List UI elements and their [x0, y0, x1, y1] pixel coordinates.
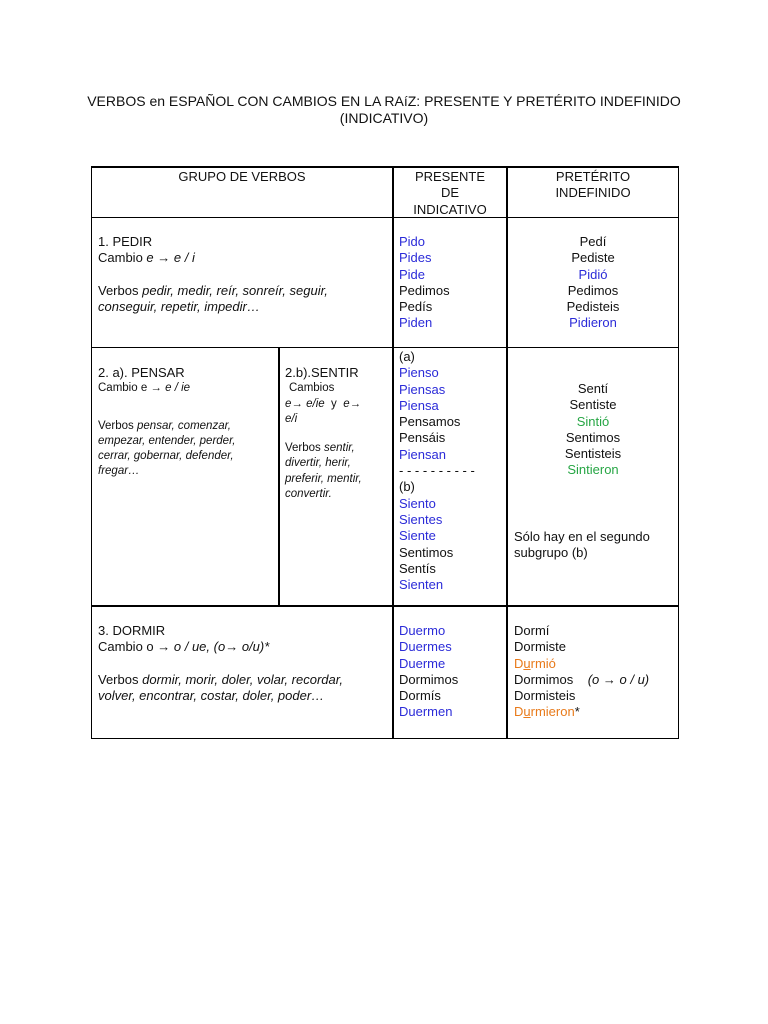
verbos-label: Verbos — [98, 671, 139, 687]
conjugation: Sentisteis — [564, 446, 622, 462]
conjugation: Pido — [399, 234, 426, 249]
row2b-verbos — [285, 441, 390, 456]
cambios-label: Cambios — [289, 382, 335, 395]
table-rule-col2 — [392, 166, 394, 739]
verbos-label: Verbos — [98, 419, 134, 432]
conjugation: Duermes — [399, 639, 452, 655]
cambio-label: Cambio — [98, 250, 143, 266]
conjunction: y — [331, 397, 337, 410]
cambio-from: e — [343, 397, 350, 410]
conjugation: Sintieron — [567, 462, 619, 478]
separator: - - - - - - - - - - — [399, 463, 475, 479]
table-rule-subgroup — [278, 347, 280, 606]
conjugation: Pienso — [399, 365, 439, 381]
row1-presente — [399, 234, 504, 332]
row1-heading: 1. PEDIR — [98, 234, 153, 249]
row3-verbos — [98, 672, 388, 688]
subgroup-label: (a) — [399, 349, 415, 364]
conjugation: Duerme — [399, 655, 446, 671]
verbos-list: cerrar, gobernar, defender, — [98, 450, 234, 463]
conjugation: Sientes — [399, 511, 443, 527]
verbos-list: convertir. — [285, 488, 332, 501]
header-preterito-line: INDEFINIDO — [555, 185, 631, 201]
conjugation: Sentís — [399, 560, 436, 576]
conjugation: Piden — [399, 315, 433, 331]
row3-heading: 3. DORMIR — [98, 623, 166, 638]
verbos-list: conseguir, repetir, impedir… — [98, 298, 260, 314]
cambio-from: e — [146, 250, 154, 266]
row2b-cambio-line1 — [285, 397, 390, 412]
verbos-list: dormir, morir, doler, volar, recordar, — [142, 671, 343, 687]
header-grupo: GRUPO DE VERBOS — [178, 169, 306, 184]
conjugation: Sentí — [577, 381, 609, 396]
conjugation: Sentimos — [565, 429, 621, 445]
conjugation: Pedimos — [567, 282, 619, 298]
conjugation: Pide — [399, 266, 426, 282]
verbos-list: volver, encontrar, costar, doler, poder… — [98, 687, 325, 703]
verbos-list: pedir, medir, reír, sonreír, seguir, — [142, 282, 328, 298]
note-line: subgrupo (b) — [514, 545, 588, 561]
conjugation: Dormimos — [399, 671, 459, 687]
table-border-left — [91, 166, 92, 739]
header-presente-line: INDICATIVO — [413, 201, 487, 217]
table-border-right — [678, 166, 679, 739]
arrow-icon: → — [291, 397, 303, 410]
arrow-icon: → — [349, 397, 362, 410]
arrow-icon: → — [602, 671, 616, 687]
conjugation — [514, 704, 676, 720]
row3-presente — [399, 623, 504, 721]
row2a-cambio — [98, 381, 276, 396]
row2a-heading: 2. a). PENSAR — [98, 365, 185, 380]
verbos-list: fregar… — [98, 465, 140, 478]
conjugation — [514, 656, 676, 672]
conjugation: Piensas — [399, 381, 446, 397]
arrow-icon: → — [225, 639, 239, 655]
conjugation: Piensa — [399, 397, 439, 413]
conjugation: Sienten — [399, 577, 444, 593]
conjugation: Dormiste — [514, 639, 567, 655]
conjugation: Siente — [399, 528, 436, 544]
conjugation: Pedís — [399, 299, 433, 315]
verbos-list: sentir, — [324, 442, 355, 455]
conjugation: Pides — [399, 250, 432, 266]
note-line: Sólo hay en el segundo — [514, 529, 650, 544]
conjugation-part: Dormimos — [514, 671, 574, 687]
conjugation-part: rmió — [530, 655, 556, 671]
table-border-top — [91, 166, 679, 168]
cambio-to: o/u)* — [238, 639, 270, 655]
conjugation-part: rmieron — [530, 704, 575, 720]
header-presente-line: DE — [440, 185, 460, 201]
verbos-label: Verbos — [285, 442, 321, 455]
conjugation: Sintió — [576, 413, 610, 429]
verbos-list: preferir, mentir, — [285, 472, 362, 485]
conjugation: Pediste — [571, 250, 615, 266]
subgroup-label: (b) — [399, 479, 415, 495]
cambio-label: Cambio e — [98, 382, 148, 395]
table-rule-header — [91, 217, 679, 218]
row1-verbos — [98, 283, 388, 299]
verbos-label: Verbos — [98, 282, 139, 298]
conjugation-part: D — [514, 704, 524, 720]
conjugation: Pidieron — [569, 315, 617, 331]
page-title: VERBOS en ESPAÑOL CON CAMBIOS EN LA RAíZ: PRESENTE Y PRETÉRITO INDEFINIDO (INDICATIVO) — [87, 93, 681, 126]
conjugation: Dormís — [399, 688, 441, 704]
conjugation: Sentiste — [569, 397, 617, 413]
row2-presente — [399, 349, 504, 593]
row2-group-b — [285, 365, 390, 502]
asterisk: * — [574, 704, 580, 720]
cambio-to: e/i — [285, 412, 298, 425]
verbos-list: pensar, comenzar, — [137, 419, 231, 432]
arrow-icon: → — [150, 382, 162, 395]
conjugation: Dormí — [514, 623, 550, 638]
header-presente — [394, 169, 506, 218]
cambio-to: o / ue, (o — [173, 639, 226, 655]
cambio-to: e / ie — [165, 382, 191, 395]
cambio-label: Cambio o — [98, 639, 154, 655]
row2-group-a — [98, 365, 276, 480]
conjugation: Pidió — [578, 266, 608, 282]
cambio-to: e / i — [173, 250, 195, 266]
arrow-icon: → — [157, 250, 171, 266]
conjugation: Pedimos — [399, 282, 450, 298]
verbos-list: empezar, entender, perder, — [98, 434, 236, 447]
row1-cambio — [98, 250, 388, 266]
row2-note — [514, 529, 676, 562]
conjugation: Pedisteis — [566, 299, 620, 315]
row2-preterito — [508, 381, 678, 479]
row1-group — [98, 234, 388, 315]
row2b-heading: 2.b).SENTIR — [285, 365, 359, 380]
verbos-list: divertir, herir, — [285, 457, 351, 470]
row3-group — [98, 623, 388, 704]
conjugation: Pensáis — [399, 430, 446, 446]
conjugation: Duermen — [399, 704, 453, 720]
row1-preterito — [508, 234, 678, 332]
conjugation: Duermo — [399, 623, 446, 638]
conjugation: Piensan — [399, 446, 446, 462]
conjugation: Siento — [399, 495, 436, 511]
row2a-verbos — [98, 419, 276, 434]
table-border-bottom — [91, 738, 679, 739]
conjugation: Sentimos — [399, 544, 454, 560]
conjugation — [514, 672, 676, 688]
change-note: o / u) — [619, 671, 650, 687]
arrow-icon: → — [157, 639, 171, 655]
conjugation-part: u — [523, 655, 531, 671]
row3-cambio — [98, 639, 388, 655]
table-rule-row2 — [91, 605, 679, 607]
header-preterito — [508, 169, 678, 202]
table-rule-row1 — [91, 347, 679, 348]
cambio-to: e/ie — [306, 397, 325, 410]
cambio-from: e — [285, 397, 292, 410]
conjugation: Pedí — [579, 234, 607, 249]
row3-preterito — [514, 623, 676, 721]
conjugation-part: D — [514, 655, 524, 671]
change-note: (o — [587, 671, 600, 687]
conjugation: Dormisteis — [514, 688, 576, 704]
header-presente-line: PRESENTE — [414, 169, 486, 184]
conjugation-part: u — [523, 704, 531, 720]
conjugation: Pensamos — [399, 414, 461, 430]
header-preterito-line: PRETÉRITO — [555, 169, 631, 184]
